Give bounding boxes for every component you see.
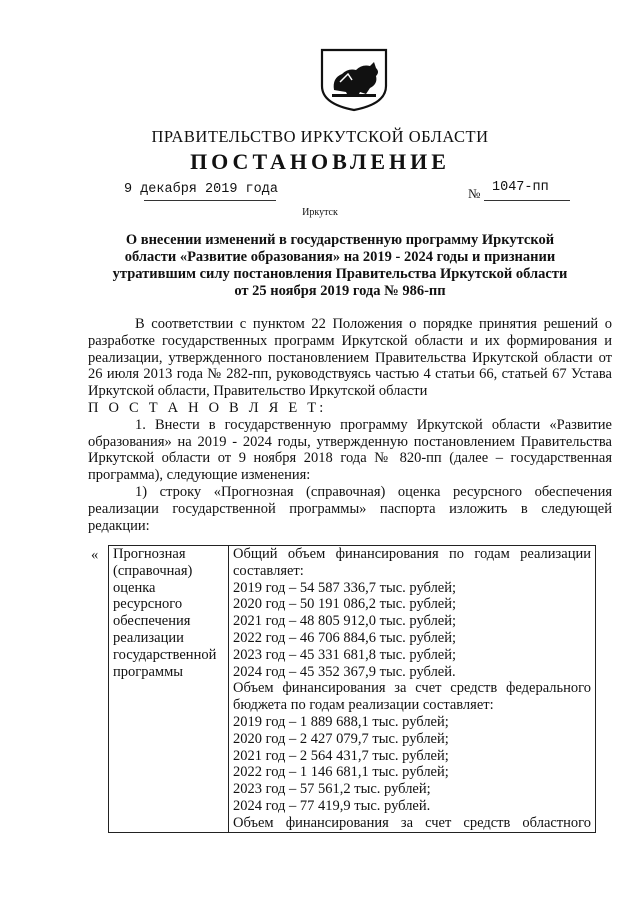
label-line: (справочная) bbox=[113, 562, 193, 579]
label-line: ресурсного bbox=[113, 596, 183, 613]
label-line: Прогнозная bbox=[113, 546, 186, 562]
number-label: № bbox=[468, 186, 481, 201]
value-line: составляет: bbox=[233, 562, 304, 579]
value-line: 2023 год – 45 331 681,8 тыс. рублей; bbox=[233, 646, 457, 663]
value-line: бюджета по годам реализации составляет: bbox=[233, 697, 494, 714]
value-line: 2024 год – 45 352 367,9 тыс. рублей. bbox=[233, 663, 456, 680]
value-line: Объем финансирования за счет средств областного bbox=[233, 814, 591, 831]
value-line: 2019 год – 54 587 336,7 тыс. рублей; bbox=[233, 579, 457, 596]
value-line: Общий объем финансирования по годам реализации bbox=[233, 546, 591, 562]
table-cell-value bbox=[229, 546, 596, 833]
paragraph-item-1: 1. Внести в государственную программу Иркутской области «Развитие образования» на 2019 - 2024 годы, утвержденную постановлением Правительства Иркутской области от 9 ноября 2018 года № 820-пп (далее – государственная программа), следующие изменения: bbox=[88, 416, 612, 484]
title-line: области «Развитие образования» на 2019 - 2024 годы и признании bbox=[124, 249, 556, 265]
paragraph-basis: В соответствии с пунктом 22 Положения о порядке принятия решений о разработке государственных программ Иркутской области и их формирования и реализации, утвержденного постановлением Правительства Иркутской области от 26 июля 2013 года № 282-пп, руководствуясь частью 4 статьи 66, статьей 67 Устава Иркутской области, Правительство Иркутской области bbox=[88, 316, 612, 400]
value-line: 2023 год – 57 561,2 тыс. рублей; bbox=[233, 781, 431, 798]
irkutsk-coat-of-arms-icon bbox=[318, 46, 390, 112]
government-name: ПРАВИТЕЛЬСТВО ИРКУТСКОЙ ОБЛАСТИ bbox=[151, 127, 489, 146]
value-line: 2020 год – 50 191 086,2 тыс. рублей; bbox=[233, 596, 457, 613]
label-line: оценка bbox=[113, 579, 156, 596]
label-line: реализации bbox=[113, 629, 184, 646]
opening-quote: « bbox=[91, 547, 99, 563]
resolves-heading: П О С Т А Н О В Л Я Е Т: bbox=[88, 399, 327, 416]
city-name: Иркутск bbox=[302, 207, 338, 218]
value-line: 2022 год – 1 146 681,1 тыс. рублей; bbox=[233, 764, 449, 781]
passport-table bbox=[108, 545, 596, 833]
document-title bbox=[95, 232, 585, 300]
document-date: 9 декабря 2019 года bbox=[124, 182, 278, 197]
label-line: программы bbox=[113, 663, 183, 680]
value-line: Объем финансирования за счет средств федерального bbox=[233, 680, 591, 697]
document-number: 1047-пп bbox=[492, 180, 549, 195]
value-line: 2019 год – 1 889 688,1 тыс. рублей; bbox=[233, 713, 449, 730]
table-row bbox=[109, 546, 596, 833]
value-line: 2021 год – 48 805 912,0 тыс. рублей; bbox=[233, 613, 457, 630]
label-line: государственной bbox=[113, 646, 217, 663]
value-line: 2024 год – 77 419,9 тыс. рублей. bbox=[233, 797, 431, 814]
document-type: ПОСТАНОВЛЕНИЕ bbox=[190, 149, 450, 174]
date-underline bbox=[144, 200, 276, 201]
table-cell-label bbox=[109, 546, 229, 833]
number-underline bbox=[484, 200, 570, 201]
title-line: от 25 ноября 2019 года № 986-пп bbox=[234, 283, 446, 299]
value-line: 2022 год – 46 706 884,6 тыс. рублей; bbox=[233, 629, 457, 646]
document-body bbox=[88, 316, 612, 534]
paragraph-subitem-1: 1) строку «Прогнозная (справочная) оценка ресурсного обеспечения реализации государственной программы» паспорта изложить в следующей редакции: bbox=[88, 483, 612, 534]
value-line: 2020 год – 2 427 079,7 тыс. рублей; bbox=[233, 730, 449, 747]
label-line: обеспечения bbox=[113, 613, 191, 630]
value-line: 2021 год – 2 564 431,7 тыс. рублей; bbox=[233, 747, 449, 764]
title-line: утратившим силу постановления Правительства Иркутской области bbox=[112, 266, 568, 282]
title-line: О внесении изменений в государственную программу Иркутской bbox=[125, 232, 555, 248]
